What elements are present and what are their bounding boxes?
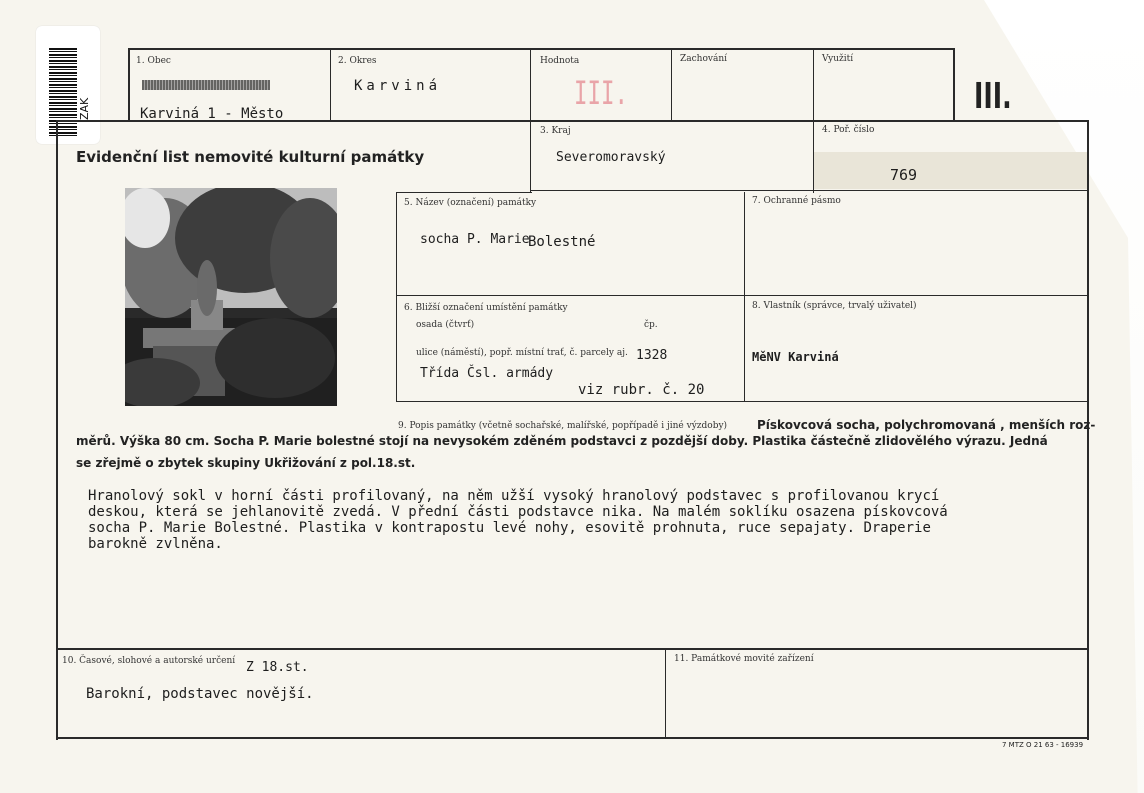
vlastnik-label: 8. Vlastník (správce, trvalý uživatel) <box>752 301 917 311</box>
cp-label: čp. <box>644 320 658 330</box>
rule <box>671 48 672 120</box>
barcode-label <box>36 26 100 144</box>
obec-value: Karviná 1 - Město <box>140 106 284 122</box>
movite-label: 11. Památkové movité zařízení <box>674 654 814 664</box>
rule <box>56 120 58 740</box>
cislo-value: 1328 <box>636 348 668 363</box>
popis-label: 9. Popis památky (včetně sochařské, malířské, popřípadě i jiné výzdoby) <box>398 421 728 431</box>
hodnota-label: Hodnota <box>540 56 580 66</box>
monument-photo <box>125 188 337 406</box>
popis-paragraph-3: socha P. Marie Bolestné. Plastika v kontrapostu levé nohy, esovitě prohnuta, ruce sepajaty. Draperie <box>88 520 931 536</box>
umisteni-label: 6. Bližší označení umístění památky <box>404 303 568 313</box>
poradove-cislo-label: 4. Poř. číslo <box>822 125 875 135</box>
rule <box>128 48 130 122</box>
rule <box>56 648 1089 650</box>
hodnota-value: III. <box>574 74 628 112</box>
rule <box>396 192 532 193</box>
top-right-mark: III. <box>974 76 1012 117</box>
nazev-label: 5. Název (označení) památky <box>404 198 537 208</box>
struck-out-text <box>142 80 270 90</box>
barcode-text: ZAK <box>78 97 91 120</box>
rule <box>396 295 1088 296</box>
popis-line-2: měrů. Výška 80 cm. Socha P. Marie bolestné stojí na nevysokém zděném podstavci z pozdější doby. Plastika částečně zlidovělého výrazu. Jedná <box>76 434 1048 448</box>
rule <box>665 648 666 738</box>
kraj-value: Severomoravský <box>556 150 666 165</box>
ulice-label: ulice (náměstí), popř. místní trať, č. parcely aj. <box>416 348 628 358</box>
rule <box>330 48 331 122</box>
barcode-icon <box>49 48 77 136</box>
popis-line-1: Pískovcová socha, polychromovaná , menších roz- <box>757 418 1096 432</box>
popis-paragraph-1: Hranolový sokl v horní části profilovaný, na něm užší vysoký hranolový podstavec s profilovanou krycí <box>88 488 940 504</box>
ulice-value: Třída Čsl. armády <box>420 366 554 381</box>
rule <box>744 192 745 402</box>
urceni-date: Z 18.st. <box>246 660 309 675</box>
poradove-cislo-value: 769 <box>890 166 918 184</box>
popis-paragraph-2: deskou, která se jehlanovitě zvedá. V přední části podstavce nika. Na malém soklíku osazena pískovcová <box>88 504 948 520</box>
osada-label: osada (čtvrť) <box>416 320 475 330</box>
rule <box>396 401 1088 402</box>
nazev-value-a: socha P. Marie <box>420 232 530 247</box>
zachovani-label: Zachování <box>680 54 727 64</box>
vyuziti-label: Využití <box>822 54 854 64</box>
urceni-label: 10. Časové, slohové a autorské určení <box>62 656 236 666</box>
ochranne-pasmo-label: 7. Ochranné pásmo <box>752 196 841 206</box>
urceni-value: Barokní, podstavec novější. <box>86 686 314 702</box>
page-title: Evidenční list nemovité kulturní památky <box>76 148 425 166</box>
rule <box>56 737 1089 739</box>
okres-label: 2. Okres <box>338 56 377 66</box>
kraj-label: 3. Kraj <box>540 126 571 136</box>
serial-cell-shade <box>814 152 1087 189</box>
popis-paragraph-4: barokně zvlněna. <box>88 536 223 552</box>
okres-value: Karviná <box>354 78 442 94</box>
vlastnik-value: MěNV Karviná <box>752 350 839 364</box>
ref-value: viz rubr. č. 20 <box>578 382 705 398</box>
print-code: 7 MTZ O 21 63 - 16939 <box>1002 741 1084 749</box>
rule <box>531 190 1088 191</box>
statue-photo-icon <box>125 188 337 406</box>
obec-label: 1. Obec <box>136 56 171 66</box>
rule <box>128 48 954 50</box>
rule <box>396 192 397 402</box>
popis-line-3: se zřejmě o zbytek skupiny Ukřižování z pol.18.st. <box>76 456 416 470</box>
nazev-value-b: Bolestné <box>528 234 596 250</box>
rule <box>953 48 955 120</box>
